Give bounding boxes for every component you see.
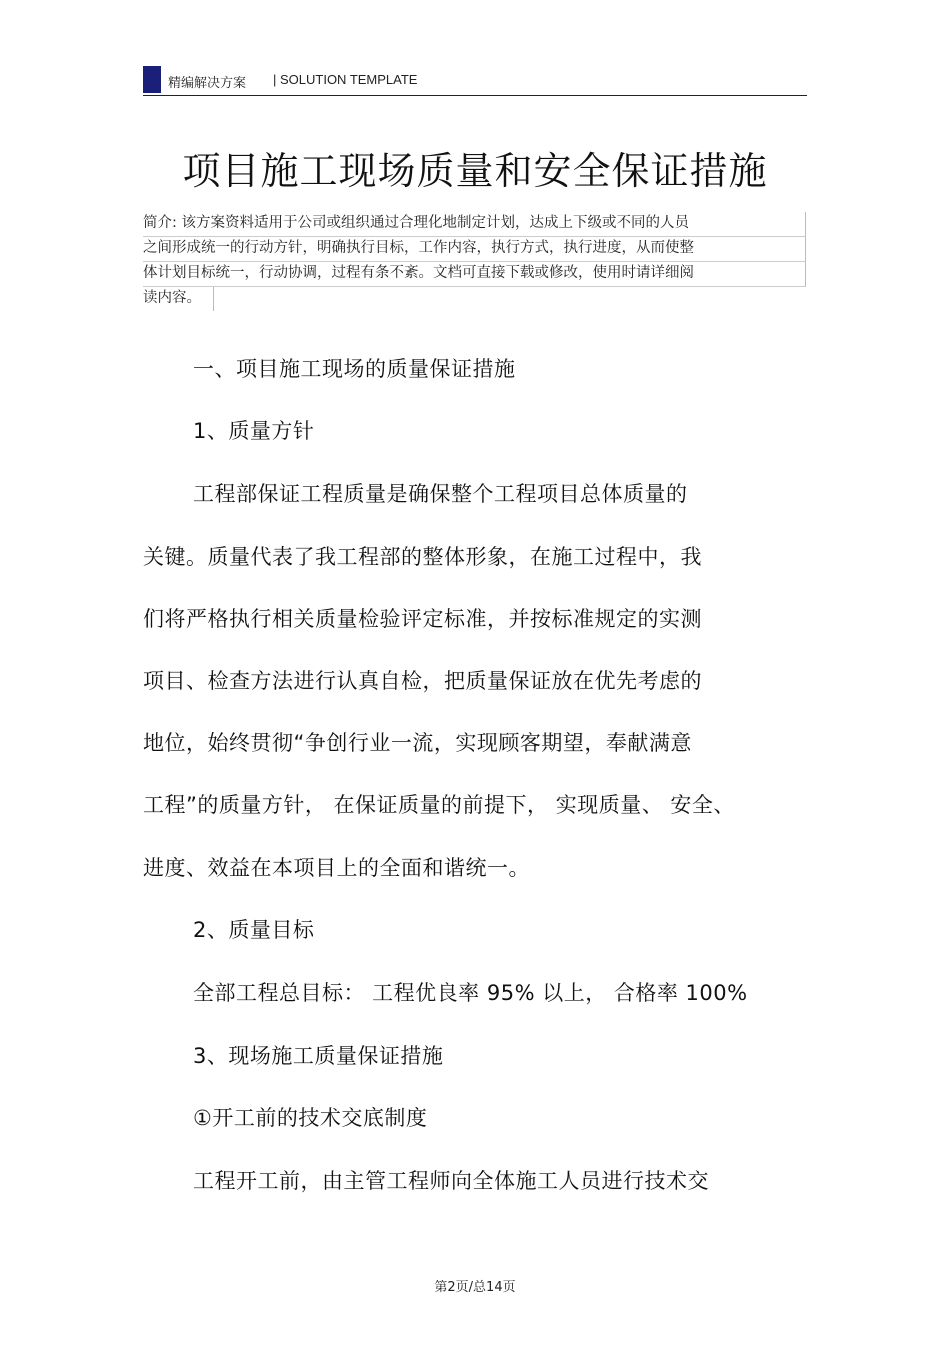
header-brand: 精编解决方案 [168,76,247,91]
subsection-heading: 1、质量方针 [193,419,315,443]
summary-line: 之间形成统一的行动方针，明确执行目标，工作内容，执行方式，执行进度，从而使整 [143,237,806,262]
page-number: 第2页/总14页 [434,1280,516,1295]
summary-line: 体计划目标统一，行动协调，过程有条不紊。文档可直接下载或修改，使用时请详细阅 [143,262,806,287]
paragraph-line: 进度、效益在本项目上的全面和谐统一。 [143,856,530,880]
paragraph-line: 们将严格执行相关质量检验评定标准，并按标准规定的实测 [143,607,702,631]
subsection-heading: 3、现场施工质量保证措施 [193,1044,444,1068]
list-item: ①开工前的技术交底制度 [193,1106,428,1130]
paragraph-line: 工程部保证工程质量是确保整个工程项目总体质量的 [193,482,688,506]
paragraph-line: 地位，始终贯彻“争创行业一流，实现顾客期望，奉献满意 [143,731,692,755]
paragraph-line: 工程开工前，由主管工程师向全体施工人员进行技术交 [193,1169,709,1193]
subsection-heading: 2、质量目标 [193,918,315,942]
document-title: 项目施工现场质量和安全保证措施 [182,149,768,193]
summary-line: 读内容。 [143,287,214,311]
paragraph-line: 关键。质量代表了我工程部的整体形象，在施工过程中，我 [143,545,702,569]
paragraph-line: 工程”的质量方针， 在保证质量的前提下， 实现质量、 安全、 [143,793,735,817]
section-heading: 一、项目施工现场的质量保证措施 [193,357,516,381]
summary-line: 简介: 该方案资料适用于公司或组织通过合理化地制定计划，达成上下级或不同的人员 [143,212,806,237]
paragraph-line: 项目、检查方法进行认真自检，把质量保证放在优先考虑的 [143,669,702,693]
header-template-label: | SOLUTION TEMPLATE [273,72,418,87]
quality-goal-line: 全部工程总目标： 工程优良率 95% 以上， 合格率 100% [193,981,748,1005]
